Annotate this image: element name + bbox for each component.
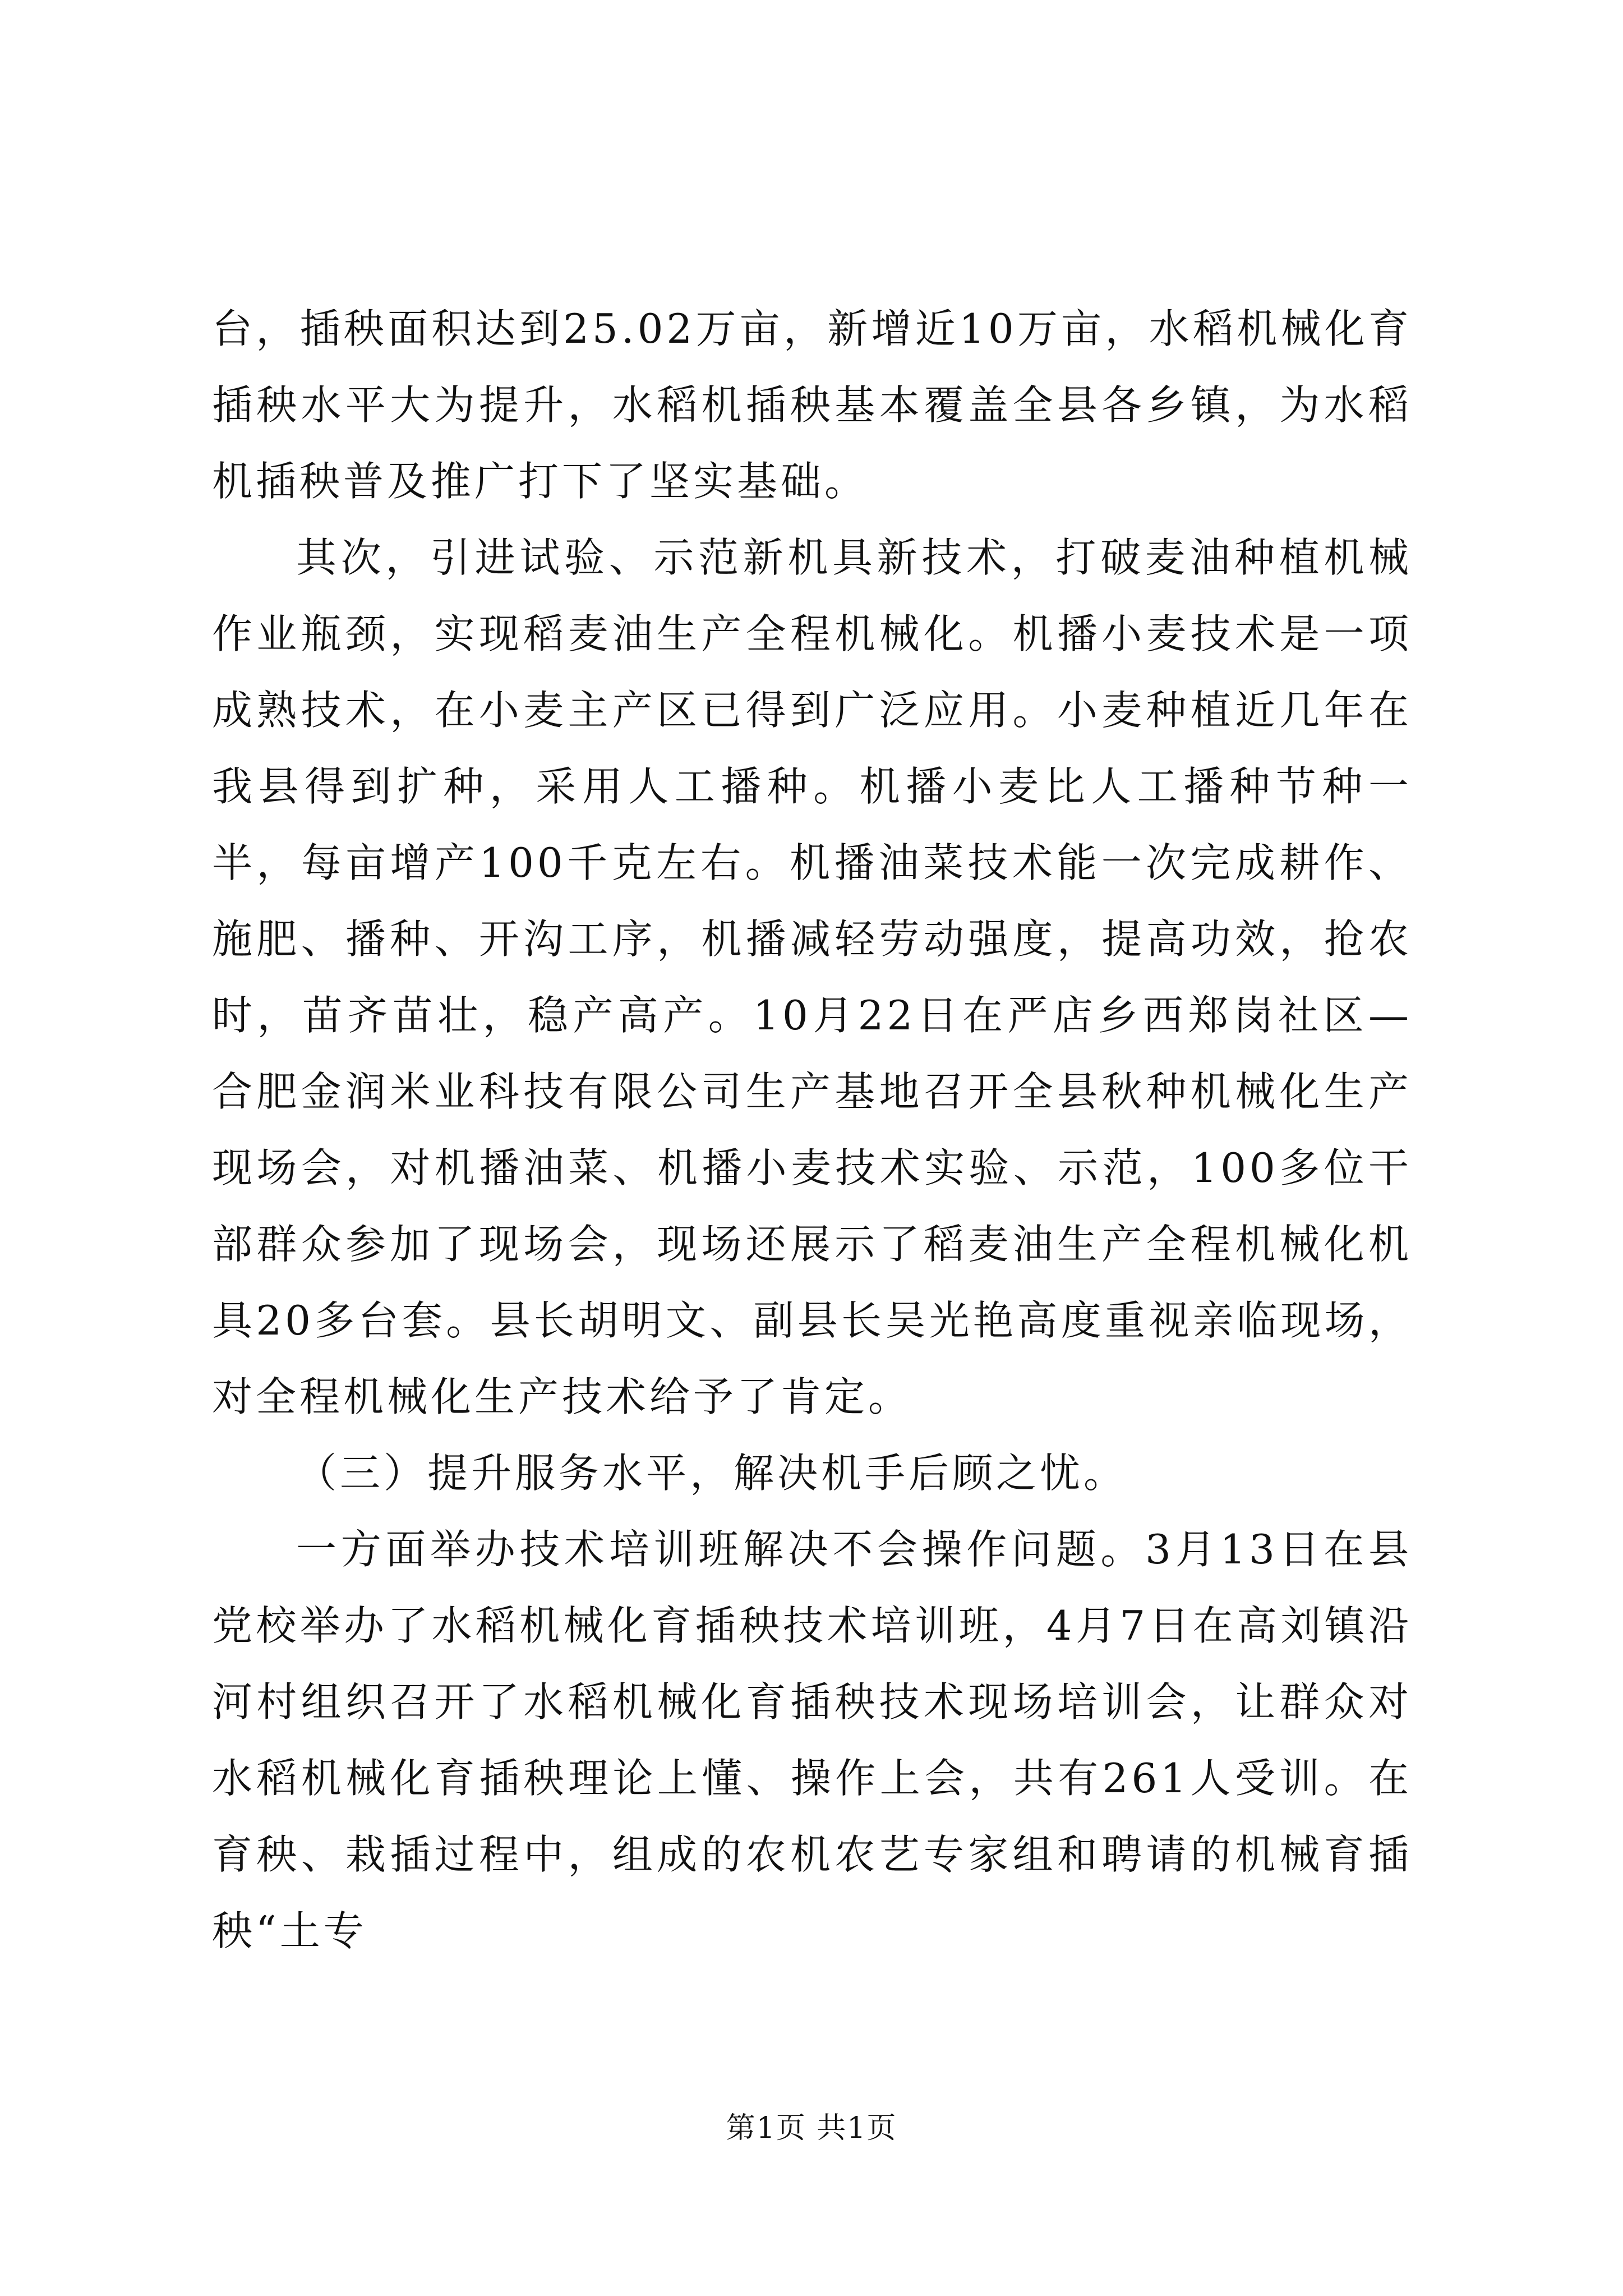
page-footer <box>0 2110 1623 2146</box>
document-body <box>212 291 1412 1969</box>
paragraph-1: 台，插秧面积达到25.02万亩，新增近10万亩，水稻机械化育插秧水平大为提升，水稻机插秧基本覆盖全县各乡镇，为水稻机插秧普及推广打下了坚实基础。 <box>212 305 1412 505</box>
section-heading-3: （三）提升服务水平，解决机手后顾之忧。 <box>296 1450 1128 1497</box>
paragraph-4: 一方面举办技术培训班解决不会操作问题。3月13日在县党校举办了水稻机械化育插秧技术培训班，4月7日在高刘镇沿河村组织召开了水稻机械化育插秧技术现场培训会，让群众对水稻机械化育插秧理论上懂、操作上会，共有261人受训。在育秧、栽插过程中，组成的农机农艺专家组和聘请的机械育插秧“土专 <box>212 1526 1412 1954</box>
paragraph-2: 其次，引进试验、示范新机具新技术，打破麦油种植机械作业瓶颈，实现稻麦油生产全程机械化。机播小麦技术是一项成熟技术，在小麦主产区已得到广泛应用。小麦种植近几年在我县得到扩种，采用人工播种。机播小麦比人工播种节种一半，每亩增产100千克左右。机播油菜技术能一次完成耕作、施肥、播种、开沟工序，机播减轻劳动强度，提高功效，抢农时，苗齐苗壮，稳产高产。10月22日在严店乡西郑岗社区—合肥金润米业科技有限公司生产基地召开全县秋种机械化生产现场会，对机播油菜、机播小麦技术实验、示范，100多位干部群众参加了现场会，现场还展示了稻麦油生产全程机械化机具20多台套。县长胡明文、副县长吴光艳高度重视亲临现场，对全程机械化生产技术给予了肯定。 <box>212 534 1412 1420</box>
page-number-label: 第1页 共1页 <box>726 2111 897 2145</box>
